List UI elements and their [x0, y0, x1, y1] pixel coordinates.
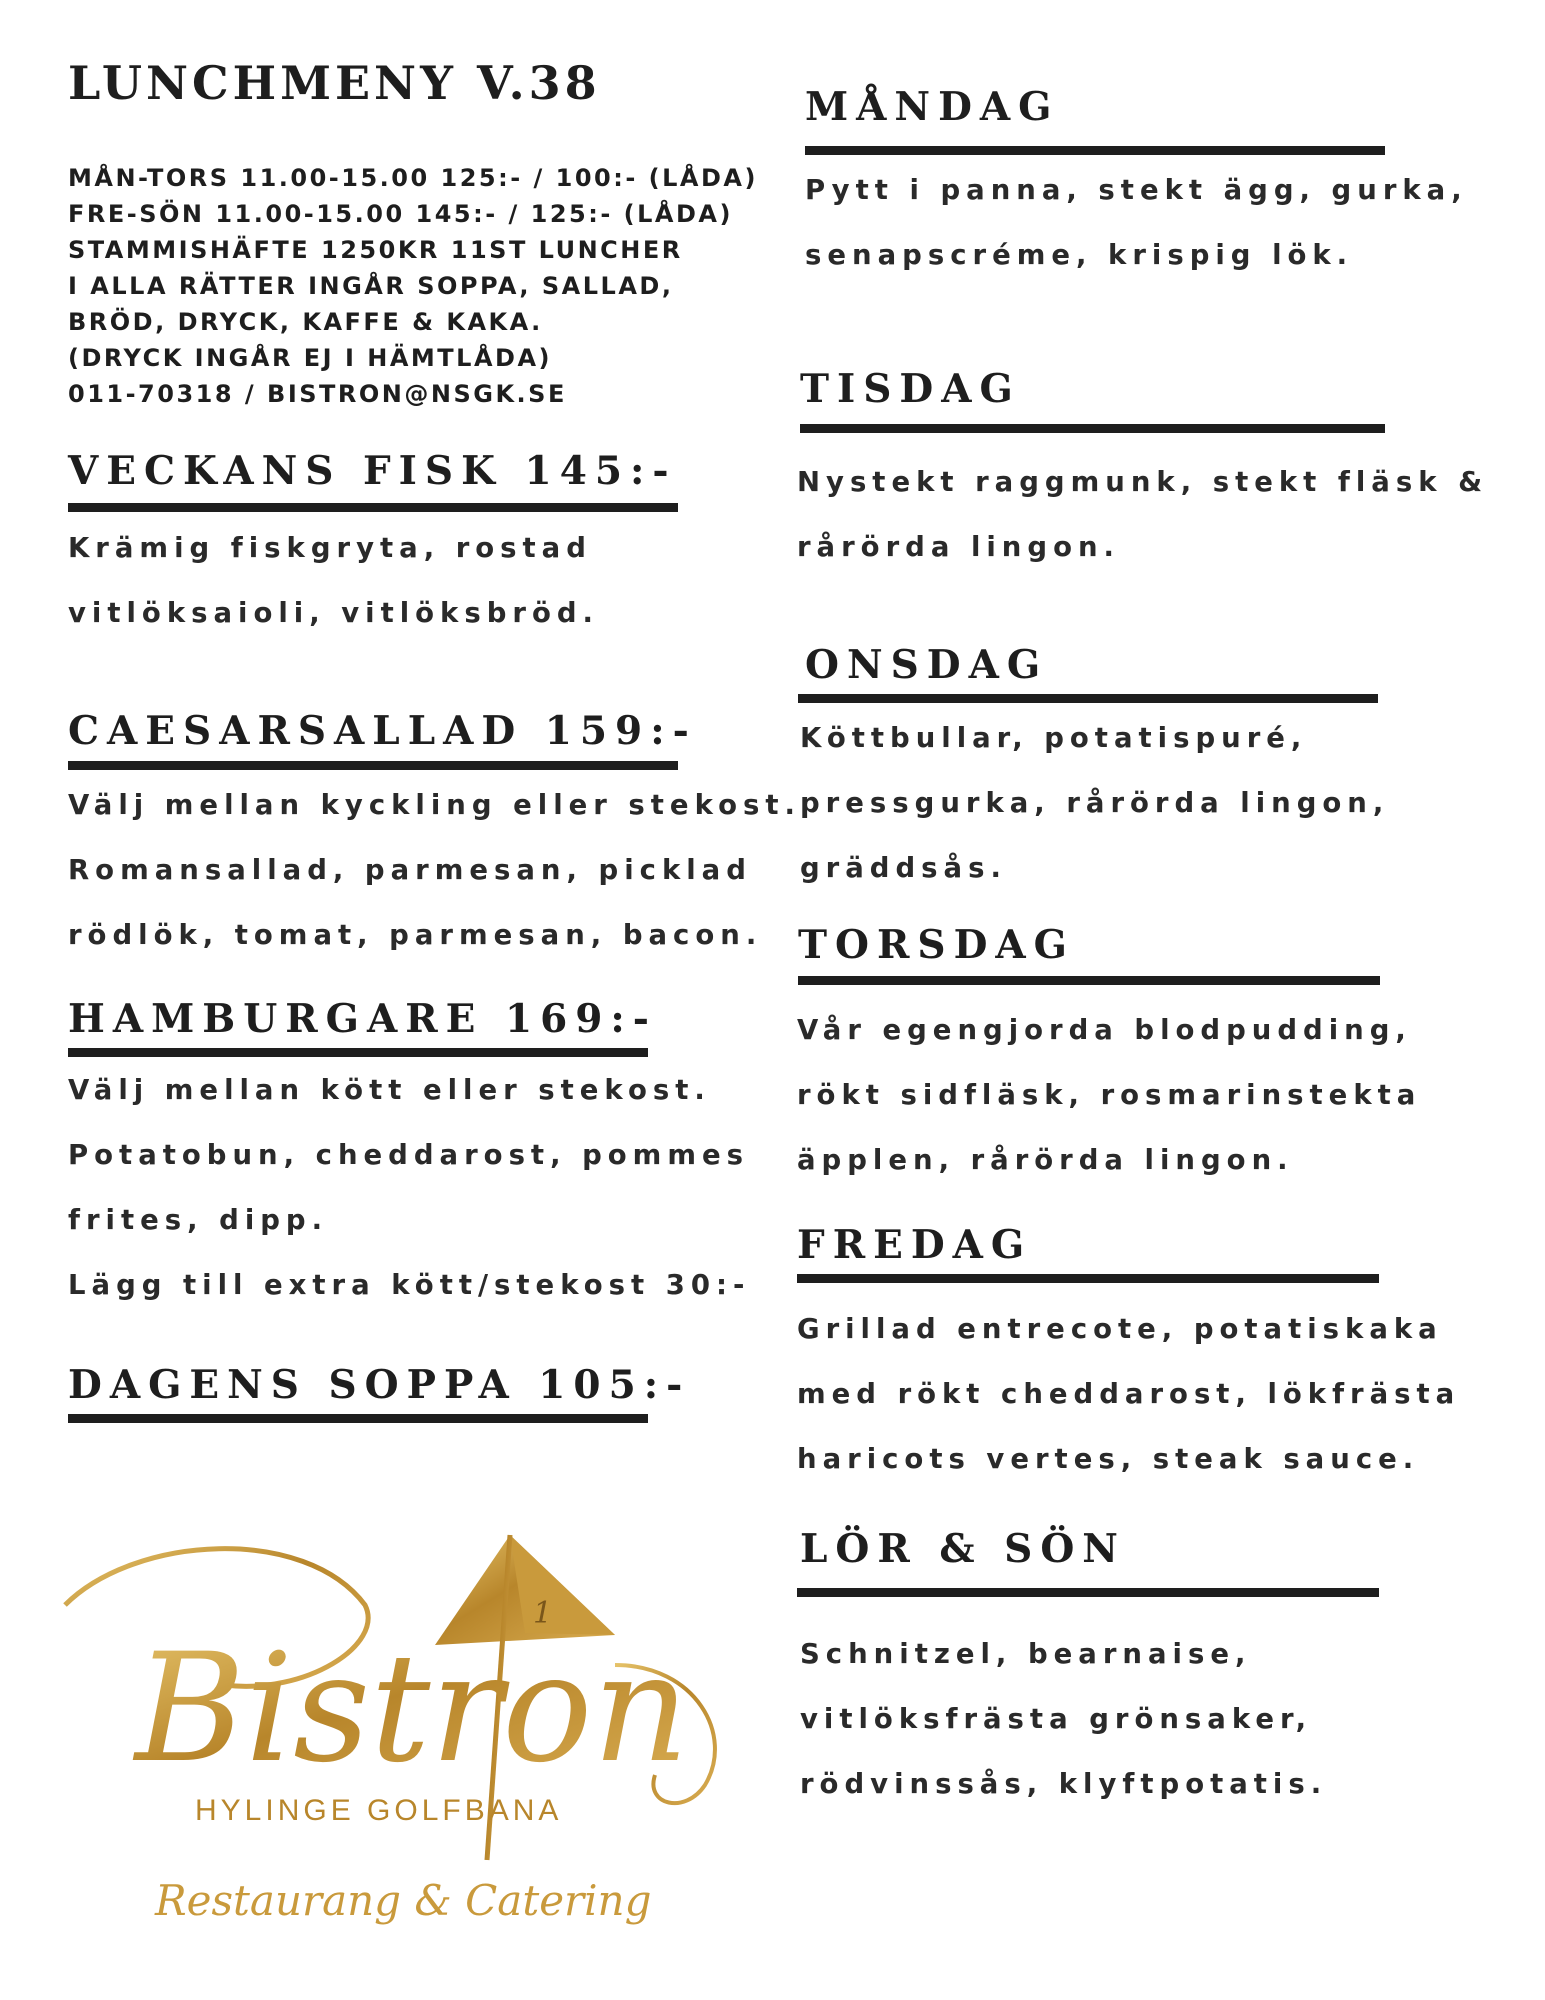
description-line: Nystekt raggmunk, stekt fläsk & [797, 466, 1489, 498]
description-line: vitlöksaioli, vitlöksbröd. [68, 597, 599, 629]
fish-heading: VECKANS FISK 145:- [68, 448, 677, 494]
info-line: FRE-SÖN 11.00-15.00 145:- / 125:- (LÅDA) [68, 200, 733, 228]
description-line: med rökt cheddarost, lökfrästa [797, 1378, 1461, 1410]
info-line: MÅN-TORS 11.00-15.00 125:- / 100:- (LÅDA) [68, 164, 758, 192]
caesar-rule [68, 761, 678, 770]
burger-description [68, 1058, 750, 1318]
description-line: haricots vertes, steak sauce. [797, 1443, 1420, 1475]
menu-title: LUNCHMENY V.38 [68, 56, 601, 110]
description-line: senapscréme, krispig lök. [805, 239, 1354, 271]
wednesday-heading: ONSDAG [805, 642, 1049, 688]
description-line: pressgurka, rårörda lingon, [800, 787, 1390, 819]
tuesday-heading: TISDAG [800, 366, 1021, 412]
burger-rule [68, 1048, 648, 1057]
description-line: rökt sidfläsk, rosmarinstekta [797, 1079, 1422, 1111]
monday-rule [805, 146, 1385, 155]
weekend-description [800, 1622, 1327, 1817]
friday-rule [797, 1274, 1379, 1283]
description-line: Lägg till extra kött/stekost 30:- [68, 1269, 751, 1301]
tuesday-description [797, 450, 1488, 580]
description-line: rårörda lingon. [797, 531, 1120, 563]
soup-heading: DAGENS SOPPA 105:- [68, 1362, 691, 1408]
description-line: Potatobun, cheddarost, pommes [68, 1139, 750, 1171]
description-line: rödlök, tomat, parmesan, bacon. [68, 919, 763, 951]
friday-heading: FREDAG [797, 1222, 1033, 1268]
description-line: Romansallad, parmesan, picklad [68, 854, 752, 886]
logo-tagline: Restaurang & Catering [155, 1876, 652, 1925]
description-line: Köttbullar, potatispuré, [800, 722, 1308, 754]
description-line: Välj mellan kött eller stekost. [68, 1074, 711, 1106]
logo-subtitle: HYLINGE GOLFBANA [195, 1794, 563, 1827]
thursday-rule [798, 976, 1380, 985]
monday-heading: MÅNDAG [805, 84, 1060, 130]
wednesday-rule [798, 694, 1378, 703]
description-line: rödvinssås, klyftpotatis. [800, 1768, 1328, 1800]
description-line: Schnitzel, bearnaise, [800, 1638, 1252, 1670]
fish-description [68, 516, 599, 646]
friday-description [797, 1297, 1460, 1492]
description-line: Vår egengjorda blodpudding, [797, 1014, 1412, 1046]
weekend-heading: LÖR & SÖN [800, 1526, 1126, 1572]
flag-number: 1 [533, 1596, 553, 1631]
description-line: Grillad entrecote, potatiskaka [797, 1313, 1443, 1345]
wednesday-description [800, 706, 1389, 901]
description-line: vitlöksfrästa grönsaker, [800, 1703, 1313, 1735]
weekend-rule [797, 1588, 1379, 1597]
caesar-heading: CAESARSALLAD 159:- [68, 708, 697, 754]
tuesday-rule [800, 424, 1385, 433]
bistron-logo [55, 1515, 745, 1945]
info-line: I ALLA RÄTTER INGÅR SOPPA, SALLAD, [68, 272, 674, 300]
info-line: STAMMISHÄFTE 1250KR 11ST LUNCHER [68, 236, 683, 264]
info-line: BRÖD, DRYCK, KAFFE & KAKA. [68, 308, 543, 336]
description-line: Välj mellan kyckling eller stekost. [68, 789, 801, 821]
fish-rule [68, 503, 678, 512]
menu-info [68, 160, 758, 412]
burger-heading: HAMBURGARE 169:- [68, 996, 657, 1042]
description-line: gräddsås. [800, 852, 1007, 884]
logo-script-name: Bistron [135, 1622, 690, 1796]
info-line: (DRYCK INGÅR EJ I HÄMTLÅDA) [68, 344, 552, 372]
description-line: Pytt i panna, stekt ägg, gurka, [805, 174, 1468, 206]
description-line: Krämig fiskgryta, rostad [68, 532, 592, 564]
thursday-description [797, 998, 1421, 1193]
thursday-heading: TORSDAG [798, 922, 1075, 968]
monday-description [805, 158, 1468, 288]
info-line: 011-70318 / BISTRON@NSGK.SE [68, 380, 567, 408]
soup-rule [68, 1414, 648, 1423]
description-line: äpplen, rårörda lingon. [797, 1144, 1294, 1176]
caesar-description [68, 773, 801, 968]
description-line: frites, dipp. [68, 1204, 329, 1236]
